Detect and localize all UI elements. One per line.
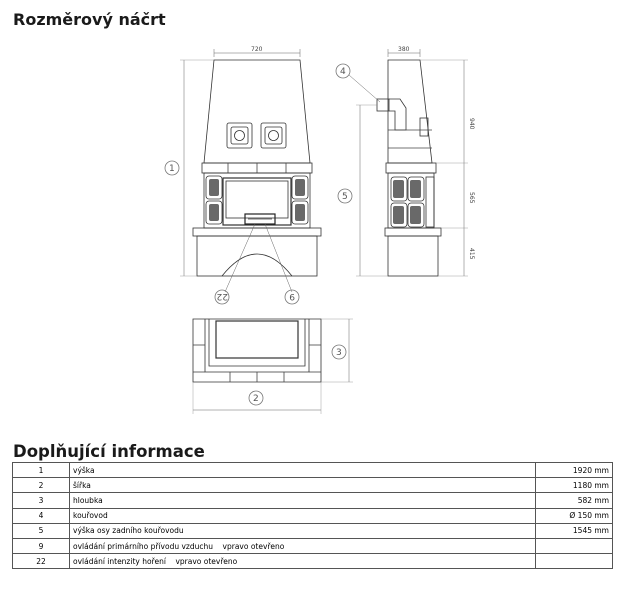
table-row — [13, 463, 613, 478]
front-view — [165, 46, 321, 304]
row-number: 1 — [13, 463, 70, 478]
row-label: výška — [70, 463, 536, 478]
row-value — [536, 538, 613, 553]
callout-3: 3 — [336, 348, 342, 358]
callout-4: 4 — [340, 67, 346, 77]
row-label: šířka — [70, 478, 536, 493]
row-value: 1920 mm — [536, 463, 613, 478]
row-label: výška osy zadního kouřovodu — [70, 523, 536, 538]
callout-1: 1 — [169, 164, 175, 174]
callout-5: 5 — [342, 192, 348, 202]
row-value: Ø 150 mm — [536, 508, 613, 523]
side-view — [336, 46, 475, 276]
table-row — [13, 554, 613, 569]
callout-9: 9 — [289, 291, 295, 301]
row-value: 582 mm — [536, 493, 613, 508]
row-label: kouřovod — [70, 508, 536, 523]
callout-2: 2 — [253, 394, 259, 404]
dim-side-mid: 565 — [468, 192, 475, 204]
row-number: 5 — [13, 523, 70, 538]
row-number: 4 — [13, 508, 70, 523]
info-table — [12, 462, 613, 569]
row-number: 3 — [13, 493, 70, 508]
table-row — [13, 478, 613, 493]
dim-side-bottom: 415 — [468, 248, 475, 260]
table-row — [13, 523, 613, 538]
row-number: 2 — [13, 478, 70, 493]
row-label: ovládání intenzity hoření vpravo otevřeno — [70, 554, 536, 569]
row-number: 9 — [13, 538, 70, 553]
row-value: 1545 mm — [536, 523, 613, 538]
table-row — [13, 538, 613, 553]
dim-front-width: 720 — [251, 46, 263, 53]
row-label: ovládání primárního přívodu vzduchu vpravo otevřeno — [70, 538, 536, 553]
dim-side-top: 940 — [468, 118, 475, 130]
top-view — [193, 319, 353, 414]
callout-22: 22 — [216, 291, 228, 301]
table-row — [13, 508, 613, 523]
section-title-info: Doplňující informace — [13, 442, 205, 461]
row-value — [536, 554, 613, 569]
dim-side-depth: 380 — [398, 46, 410, 53]
section-title-sketch: Rozměrový náčrt — [13, 10, 166, 29]
row-label: hloubka — [70, 493, 536, 508]
row-value: 1180 mm — [536, 478, 613, 493]
table-row — [13, 493, 613, 508]
row-number: 22 — [13, 554, 70, 569]
